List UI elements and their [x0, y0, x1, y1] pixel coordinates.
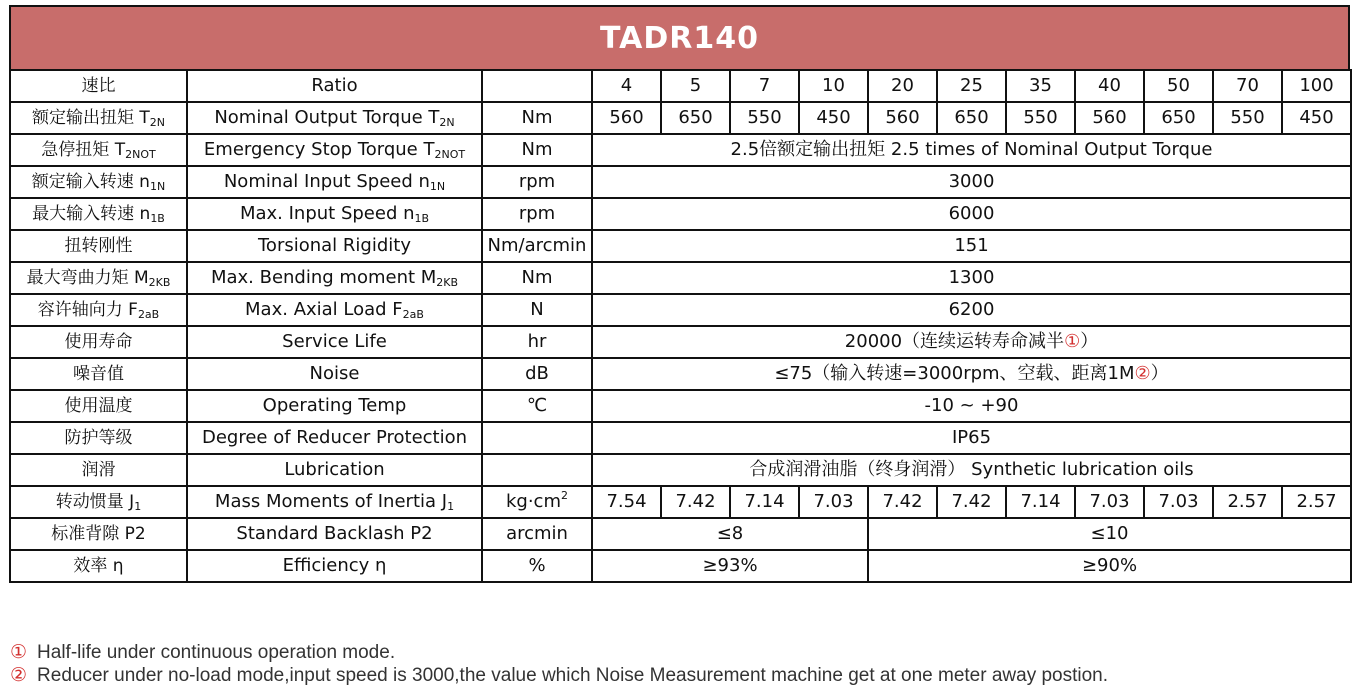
label-cn: 噪音值 — [10, 358, 187, 390]
label-en: Degree of Reducer Protection — [187, 422, 482, 454]
row-axial-load — [10, 294, 1351, 326]
label-en: Max. Input Speed $n_{1B}$ — [187, 198, 482, 230]
footnote-item — [10, 664, 1108, 687]
label-cn: 使用寿命 — [10, 326, 187, 358]
row-max-speed — [10, 198, 1351, 230]
footnote-number: ① — [10, 642, 28, 663]
value-cell: 3000 — [592, 166, 1351, 198]
label-cn: 效率 η — [10, 550, 187, 582]
value-cell: 650 — [1144, 102, 1213, 134]
label-cn: 使用温度 — [10, 390, 187, 422]
value-cell: -10 ~ +90 — [592, 390, 1351, 422]
value-cell: 2.5倍额定输出扭矩 2.5 times of Nominal Output Torque — [592, 134, 1351, 166]
unit: ℃ — [482, 390, 592, 422]
spec-sheet — [9, 5, 1350, 583]
value-cell: 7.03 — [1144, 486, 1213, 518]
label-cn: 额定输出扭矩 $T_{2N}$ — [10, 102, 187, 134]
unit: Nm — [482, 102, 592, 134]
footnote-number: ② — [10, 665, 28, 686]
ratio-cell: 7 — [730, 70, 799, 102]
value-cell: ≤8 — [592, 518, 868, 550]
ratio-cell: 25 — [937, 70, 1006, 102]
label-en: Mass Moments of Inertia $J_1$ — [187, 486, 482, 518]
label-en: Operating Temp — [187, 390, 482, 422]
unit: % — [482, 550, 592, 582]
unit: dB — [482, 358, 592, 390]
value-cell: 7.03 — [799, 486, 868, 518]
label-cn: 润滑 — [10, 454, 187, 486]
unit: hr — [482, 326, 592, 358]
value-cell: 7.03 — [1075, 486, 1144, 518]
value-cell: 7.14 — [730, 486, 799, 518]
ratio-cell: 35 — [1006, 70, 1075, 102]
unit — [482, 70, 592, 102]
unit: Nm/arcmin — [482, 230, 592, 262]
ratio-cell: 50 — [1144, 70, 1213, 102]
value-cell: 2.57 — [1282, 486, 1351, 518]
value-cell: 560 — [1075, 102, 1144, 134]
label-cn: 最大输入转速 $n_{1B}$ — [10, 198, 187, 230]
value-cell: ≥90% — [868, 550, 1351, 582]
label-cn: 防护等级 — [10, 422, 187, 454]
value-cell: 151 — [592, 230, 1351, 262]
row-rigidity — [10, 230, 1351, 262]
value-cell: 7.54 — [592, 486, 661, 518]
value-cell: 7.42 — [937, 486, 1006, 518]
value-cell: 1300 — [592, 262, 1351, 294]
value-cell: 650 — [937, 102, 1006, 134]
value-cell: 550 — [730, 102, 799, 134]
unit: Nm — [482, 262, 592, 294]
value-cell: 6200 — [592, 294, 1351, 326]
footnote-mark: ② — [1134, 363, 1151, 384]
value-cell: 560 — [868, 102, 937, 134]
label-en: Nominal Input Speed $n_{1N}$ — [187, 166, 482, 198]
row-bending — [10, 262, 1351, 294]
value-cell: 20000（连续运转寿命减半①） — [592, 326, 1351, 358]
ratio-cell: 40 — [1075, 70, 1144, 102]
value-cell: 550 — [1213, 102, 1282, 134]
unit: N — [482, 294, 592, 326]
row-noise — [10, 358, 1351, 390]
footnote-text: Reducer under no-load mode,input speed is 3000,the value which Noise Measurement machine get at one meter away postion. — [37, 665, 1109, 686]
value-cell: 2.57 — [1213, 486, 1282, 518]
ratio-cell: 20 — [868, 70, 937, 102]
value-cell: ≥93% — [592, 550, 868, 582]
footnote-mark: ① — [1064, 331, 1081, 352]
row-inertia — [10, 486, 1351, 518]
label-en: Torsional Rigidity — [187, 230, 482, 262]
label-cn: 急停扭矩 $T_{2NOT}$ — [10, 134, 187, 166]
unit: $kg\cdot cm^2$ — [482, 486, 592, 518]
label-en: Efficiency η — [187, 550, 482, 582]
unit: arcmin — [482, 518, 592, 550]
row-protection — [10, 422, 1351, 454]
label-en: Noise — [187, 358, 482, 390]
label-cn: 最大弯曲力矩 $M_{2KB}$ — [10, 262, 187, 294]
label-cn: 转动惯量 $J_1$ — [10, 486, 187, 518]
label-en: Ratio — [187, 70, 482, 102]
unit — [482, 454, 592, 486]
value-cell: 7.14 — [1006, 486, 1075, 518]
unit: rpm — [482, 198, 592, 230]
value-cell: 550 — [1006, 102, 1075, 134]
row-service-life — [10, 326, 1351, 358]
label-en: Lubrication — [187, 454, 482, 486]
value-cell: IP65 — [592, 422, 1351, 454]
row-nominal-torque — [10, 102, 1351, 134]
value-cell: 7.42 — [661, 486, 730, 518]
row-backlash — [10, 518, 1351, 550]
ratio-cell: 100 — [1282, 70, 1351, 102]
value-cell: 7.42 — [868, 486, 937, 518]
spec-table — [9, 69, 1352, 583]
ratio-cell: 10 — [799, 70, 868, 102]
footnotes — [10, 641, 1108, 687]
row-efficiency — [10, 550, 1351, 582]
row-nominal-speed — [10, 166, 1351, 198]
value-cell: ≤10 — [868, 518, 1351, 550]
row-emergency-stop — [10, 134, 1351, 166]
ratio-cell: 70 — [1213, 70, 1282, 102]
footnote-item — [10, 641, 1108, 664]
label-en: Max. Bending moment $M_{2KB}$ — [187, 262, 482, 294]
label-en: Emergency Stop Torque $T_{2NOT}$ — [187, 134, 482, 166]
value-cell: 450 — [799, 102, 868, 134]
label-cn: 扭转刚性 — [10, 230, 187, 262]
label-cn: 额定输入转速 $n_{1N}$ — [10, 166, 187, 198]
table-title: TADR140 — [9, 5, 1350, 69]
row-lubrication — [10, 454, 1351, 486]
unit: rpm — [482, 166, 592, 198]
ratio-cell: 5 — [661, 70, 730, 102]
value-cell: 560 — [592, 102, 661, 134]
label-en: Max. Axial Load $F_{2aB}$ — [187, 294, 482, 326]
value-cell: 450 — [1282, 102, 1351, 134]
footnote-text: Half-life under continuous operation mode. — [37, 642, 396, 663]
label-cn: 标准背隙 P2 — [10, 518, 187, 550]
label-en: Service Life — [187, 326, 482, 358]
row-ratio — [10, 70, 1351, 102]
label-en: Nominal Output Torque $T_{2N}$ — [187, 102, 482, 134]
row-temp — [10, 390, 1351, 422]
value-cell: 6000 — [592, 198, 1351, 230]
label-cn: 容许轴向力 $F_{2aB}$ — [10, 294, 187, 326]
label-cn: 速比 — [10, 70, 187, 102]
value-cell: 合成润滑油脂（终身润滑） Synthetic lubrication oils — [592, 454, 1351, 486]
unit — [482, 422, 592, 454]
ratio-cell: 4 — [592, 70, 661, 102]
value-cell: ≤75（输入转速=3000rpm、空载、距离1M②） — [592, 358, 1351, 390]
label-en: Standard Backlash P2 — [187, 518, 482, 550]
value-cell: 650 — [661, 102, 730, 134]
unit: Nm — [482, 134, 592, 166]
